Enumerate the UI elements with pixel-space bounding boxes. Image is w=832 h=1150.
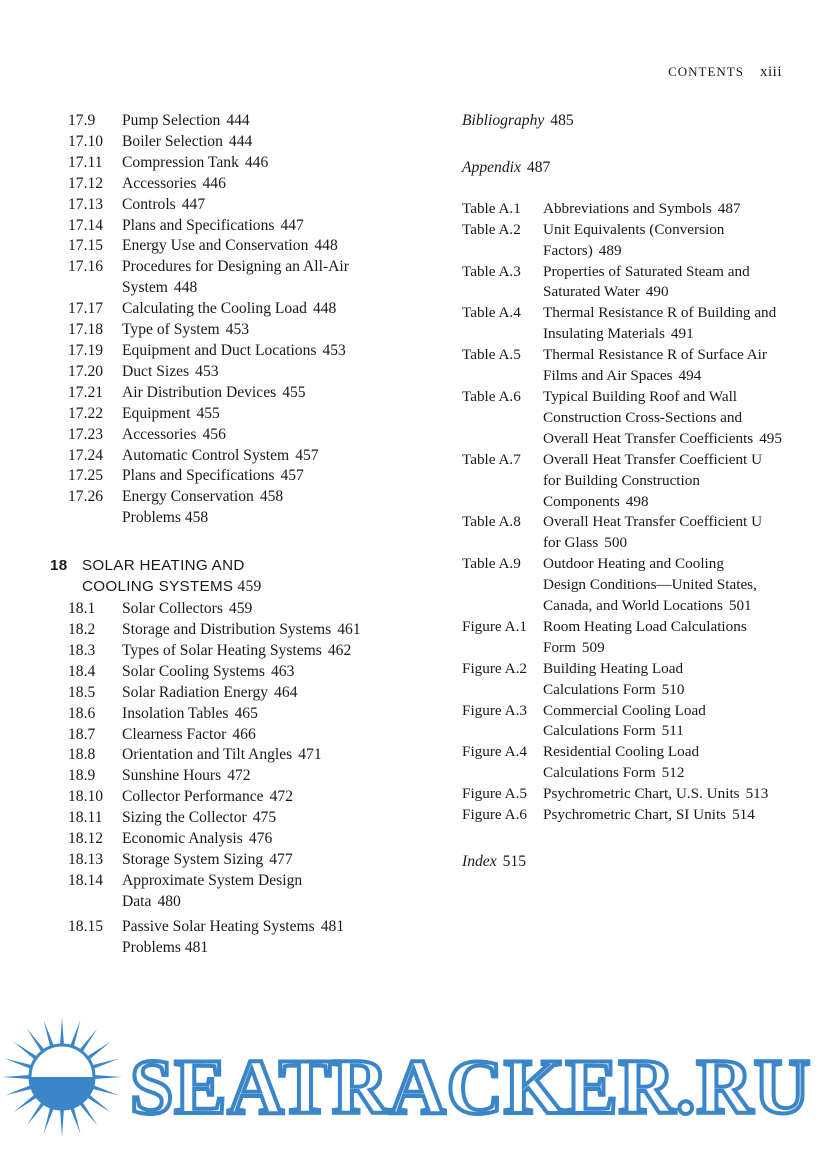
problems-page: 481 (184, 938, 209, 956)
section-title: Solar Collectors (122, 600, 223, 618)
appendix-label: Appendix (462, 158, 521, 176)
section-page: 476 (248, 830, 273, 848)
appendix-item-page: 494 (678, 367, 702, 385)
toc-entry (50, 662, 395, 683)
section-title: Calculating the Cooling Load (122, 300, 307, 318)
toc-entry (50, 132, 395, 153)
appendix-item-page: 514 (732, 806, 755, 824)
section-title: Accessories (122, 174, 197, 192)
appendix-item (462, 659, 807, 701)
section-number: 18.6 (68, 704, 96, 722)
toc-entry (50, 620, 395, 641)
section-number: 18.10 (68, 788, 104, 806)
section-number: 17.9 (68, 112, 96, 129)
toc-right-column (462, 111, 807, 873)
section-page: 481 (320, 917, 345, 935)
section-number: 17.19 (68, 341, 104, 359)
section-title: Controls (122, 195, 176, 213)
problems-page: 458 (184, 509, 209, 527)
appendix-item-label: Table A.2 (462, 220, 521, 238)
index-entry (462, 852, 807, 873)
section-title: Boiler Selection (122, 132, 223, 150)
toc-entry (50, 446, 395, 467)
section-page: 448 (312, 300, 337, 318)
toc-entry (50, 216, 395, 237)
section-title: Approximate System Design Data (122, 871, 303, 910)
section-page: 480 (157, 892, 181, 910)
sun-ray (92, 1075, 122, 1079)
appendix-page: 487 (526, 158, 551, 176)
appendix-item-title: Typical Building Roof and Wall Construction Cross-Sections and Overall Heat Transfer Coefficients (543, 387, 754, 447)
toc-entry (50, 829, 395, 850)
section-page: 464 (274, 683, 298, 701)
appendix-item (462, 617, 807, 659)
toc-left-column (50, 111, 395, 959)
section-page: 447 (181, 195, 206, 213)
problems-label: Problems (122, 509, 181, 527)
section-page: 446 (202, 174, 226, 192)
appendix-item-page: 487 (717, 199, 741, 217)
appendix-item-page: 509 (581, 638, 605, 656)
section-number: 18.15 (68, 917, 104, 935)
appendix-item-label: Table A.5 (462, 346, 521, 364)
section-title: Accessories (122, 425, 197, 443)
toc-entry (50, 257, 395, 299)
toc-entry (50, 299, 395, 320)
bibliography-page: 485 (550, 112, 574, 129)
section-page: 455 (282, 383, 306, 401)
toc-entry (50, 808, 395, 829)
appendix-item (462, 805, 807, 826)
appendix-item-label: Table A.6 (462, 387, 521, 405)
toc-entry (50, 725, 395, 746)
appendix-item (462, 387, 807, 450)
appendix-item-title: Commercial Cooling Load Calculations Form (543, 701, 706, 740)
appendix-item-page: 512 (661, 764, 685, 782)
toc-entry (50, 704, 395, 725)
section-title: Energy Use and Conservation (122, 237, 309, 255)
chapter-18-entries (50, 599, 395, 958)
section-title: Plans and Specifications (122, 467, 275, 485)
sun-half-disc (30, 1077, 94, 1109)
section-number: 18.9 (68, 767, 96, 785)
section-title: Equipment (122, 404, 191, 422)
section-number: 17.20 (68, 362, 104, 380)
section-page: 456 (202, 425, 226, 443)
section-number: 18.2 (68, 621, 96, 639)
section-page: 472 (269, 788, 293, 806)
appendix-item-title: Psychrometric Chart, U.S. Units (543, 785, 740, 803)
chapter-page: 459 (237, 578, 262, 596)
appendix-item-page: 513 (745, 785, 769, 803)
appendix-item-label: Table A.1 (462, 199, 521, 217)
section-title: Collector Performance (122, 788, 264, 806)
section-title: Equipment and Duct Locations (122, 341, 317, 359)
section-title: Clearness Factor (122, 725, 227, 743)
appendix-item-title: Unit Equivalents (Conversion Factors) (543, 220, 725, 259)
section-title: Types of Solar Heating Systems (122, 641, 322, 659)
section-title: Compression Tank (122, 153, 239, 171)
section-number: 18.13 (68, 851, 104, 868)
section-page: 466 (232, 725, 256, 743)
appendix-item (462, 220, 807, 262)
toc-entry (50, 766, 395, 787)
section-number: 18.1 (68, 600, 96, 618)
section-page: 457 (295, 446, 319, 464)
section-title: Air Distribution Devices (122, 383, 277, 401)
toc-entry (50, 917, 395, 938)
toc-entry (50, 111, 395, 132)
toc-entry (50, 362, 395, 383)
section-number: 17.24 (68, 446, 104, 464)
appendix-item (462, 554, 807, 617)
appendix-item-page: 491 (670, 325, 694, 343)
section-number: 17.22 (68, 404, 104, 422)
appendix-list (462, 199, 807, 826)
appendix-item (462, 262, 807, 304)
appendix-item-page: 511 (661, 722, 684, 740)
section-title: Procedures for Designing an All-Air System (122, 258, 349, 297)
section-title: Storage System Sizing (122, 851, 264, 868)
appendix-item-page: 498 (625, 492, 649, 510)
toc-entry (50, 787, 395, 808)
section-title: Solar Cooling Systems (122, 662, 265, 680)
appendix-item-title: Psychrometric Chart, SI Units (543, 806, 727, 824)
toc-entry (50, 320, 395, 341)
section-number: 18.4 (68, 662, 96, 680)
appendix-item-label: Figure A.3 (462, 701, 527, 719)
section-number: 17.17 (68, 300, 104, 318)
appendix-item (462, 345, 807, 387)
section-title: Automatic Control System (122, 446, 290, 464)
section-page: 463 (270, 662, 295, 680)
section-number: 18.11 (68, 809, 103, 827)
section-page: 462 (327, 641, 352, 659)
section-page: 457 (280, 467, 304, 485)
section-title: Storage and Distribution Systems (122, 621, 332, 639)
toc-entry (50, 466, 395, 487)
sun-ray (60, 1017, 64, 1047)
section-page: 444 (228, 132, 253, 150)
section-title: Type of System (122, 321, 220, 339)
appendix-item-page: 489 (598, 241, 622, 259)
section-number: 18.3 (68, 641, 96, 659)
appendix-item (462, 303, 807, 345)
section-number: 17.25 (68, 467, 104, 485)
appendix-item-label: Figure A.2 (462, 659, 527, 677)
section-page: 471 (298, 746, 322, 764)
running-head (668, 64, 782, 81)
appendix-item-page: 510 (661, 680, 685, 698)
section-page: 455 (196, 404, 220, 422)
watermark-text: SEATRACKER.RU (130, 1043, 812, 1130)
section-number: 17.13 (68, 195, 104, 213)
bibliography-label: Bibliography (462, 112, 545, 129)
appendix-item-title: Building Heating Load Calculations Form (543, 659, 684, 698)
section-number: 17.11 (68, 153, 103, 171)
section-number: 17.16 (68, 258, 104, 276)
section-title: Solar Radiation Energy (122, 683, 269, 701)
section-page: 448 (173, 279, 198, 297)
section-number: 17.12 (68, 174, 104, 192)
appendix-item-title: Thermal Resistance R of Building and Insulating Materials (543, 304, 777, 343)
section-number: 18.14 (68, 871, 104, 889)
appendix-item (462, 199, 807, 220)
toc-entry (50, 195, 395, 216)
chapter-17-entries (50, 111, 395, 529)
section-page: 453 (322, 341, 346, 359)
section-number: 18.8 (68, 746, 96, 764)
toc-entry (50, 487, 395, 508)
section-number: 17.23 (68, 425, 104, 443)
appendix-item (462, 784, 807, 805)
running-head-page-number: xiii (759, 64, 782, 80)
appendix-item (462, 512, 807, 554)
chapter-title-line1: SOLAR HEATING AND (82, 557, 245, 575)
section-page: 472 (227, 767, 251, 785)
section-title: Plans and Specifications (122, 216, 275, 234)
section-number: 18.12 (68, 830, 104, 848)
problems-label: Problems (122, 938, 181, 956)
section-number: 18.7 (68, 725, 96, 743)
section-number: 17.15 (68, 237, 104, 255)
appendix-item-page: 495 (759, 429, 782, 447)
sun-ray (2, 1075, 32, 1079)
section-page: 444 (226, 112, 250, 129)
problems-entry (50, 938, 395, 959)
appendix-item-label: Figure A.1 (462, 617, 527, 635)
chapter-heading (50, 555, 395, 597)
section-title: Passive Solar Heating Systems (122, 917, 315, 935)
bibliography-entry (462, 111, 807, 132)
section-page: 453 (225, 321, 250, 339)
toc-entry (50, 599, 395, 620)
toc-entry (50, 641, 395, 662)
appendix-item-label: Figure A.4 (462, 743, 527, 761)
appendix-item-title: Properties of Saturated Steam and Saturated Water (543, 262, 750, 301)
toc-entry (50, 425, 395, 446)
toc-entry (50, 745, 395, 766)
appendix-item-title: Overall Heat Transfer Coefficient U for Building Construction Components (543, 450, 763, 510)
appendix-item (462, 450, 807, 513)
chapter-number: 18 (50, 557, 68, 575)
section-page: 446 (244, 153, 269, 171)
section-page: 453 (195, 362, 219, 380)
appendix-item-label: Table A.8 (462, 513, 521, 531)
section-title: Economic Analysis (122, 830, 243, 848)
section-title: Duct Sizes (122, 362, 190, 380)
chapter-title-line2: COOLING SYSTEMS (82, 578, 234, 596)
appendix-item-label: Table A.4 (462, 304, 521, 322)
problems-entry (50, 508, 395, 529)
appendix-entry (462, 158, 807, 179)
toc-entry (50, 850, 395, 871)
toc-entry (50, 236, 395, 257)
section-title: Sunshine Hours (122, 767, 222, 785)
toc-entry (50, 383, 395, 404)
toc-entry (50, 174, 395, 195)
section-title: Orientation and Tilt Angles (122, 746, 293, 764)
section-number: 17.10 (68, 132, 104, 150)
appendix-item-title: Outdoor Heating and Cooling Design Conditions—United States, Canada, and World Locations (543, 555, 757, 615)
section-page: 465 (234, 704, 258, 722)
section-number: 17.26 (68, 488, 104, 506)
appendix-item (462, 742, 807, 784)
section-title: Insolation Tables (122, 704, 229, 722)
appendix-item-page: 501 (728, 597, 752, 615)
section-page: 475 (252, 809, 277, 827)
appendix-item-title: Overall Heat Transfer Coefficient U for Glass (543, 513, 763, 552)
section-title: Pump Selection (122, 112, 221, 129)
section-page: 459 (228, 600, 253, 618)
toc-entry (50, 683, 395, 704)
section-number: 17.21 (68, 383, 104, 401)
appendix-item-title: Abbreviations and Symbols (543, 199, 712, 217)
appendix-item-title: Room Heating Load Calculations Form (543, 617, 747, 656)
chapter-title (82, 555, 395, 597)
appendix-item-title: Residential Cooling Load Calculations Form (543, 743, 700, 782)
running-head-title: CONTENTS (668, 64, 744, 79)
section-title: Sizing the Collector (122, 809, 247, 827)
toc-entry (50, 871, 395, 913)
section-page: 458 (259, 488, 284, 506)
appendix-item-page: 500 (604, 534, 628, 552)
toc-entry (50, 341, 395, 362)
appendix-item-title: Thermal Resistance R of Surface Air Films and Air Spaces (543, 346, 767, 385)
appendix-item-label: Table A.3 (462, 262, 521, 280)
appendix-item-label: Table A.9 (462, 555, 521, 573)
appendix-item-label: Figure A.6 (462, 806, 527, 824)
sun-ray (60, 1107, 64, 1137)
section-page: 447 (280, 216, 304, 234)
section-page: 477 (269, 851, 293, 868)
section-page: 461 (337, 621, 361, 639)
appendix-item-page: 490 (645, 283, 669, 301)
section-page: 448 (314, 237, 338, 255)
section-title: Energy Conservation (122, 488, 254, 506)
section-number: 18.5 (68, 683, 96, 701)
section-number: 17.18 (68, 321, 104, 339)
appendix-item (462, 701, 807, 743)
appendix-item-label: Figure A.5 (462, 785, 527, 803)
toc-entry (50, 153, 395, 174)
appendix-item-label: Table A.7 (462, 450, 521, 468)
toc-entry (50, 404, 395, 425)
index-label: Index (462, 853, 497, 870)
section-number: 17.14 (68, 216, 104, 234)
index-page: 515 (502, 853, 527, 870)
